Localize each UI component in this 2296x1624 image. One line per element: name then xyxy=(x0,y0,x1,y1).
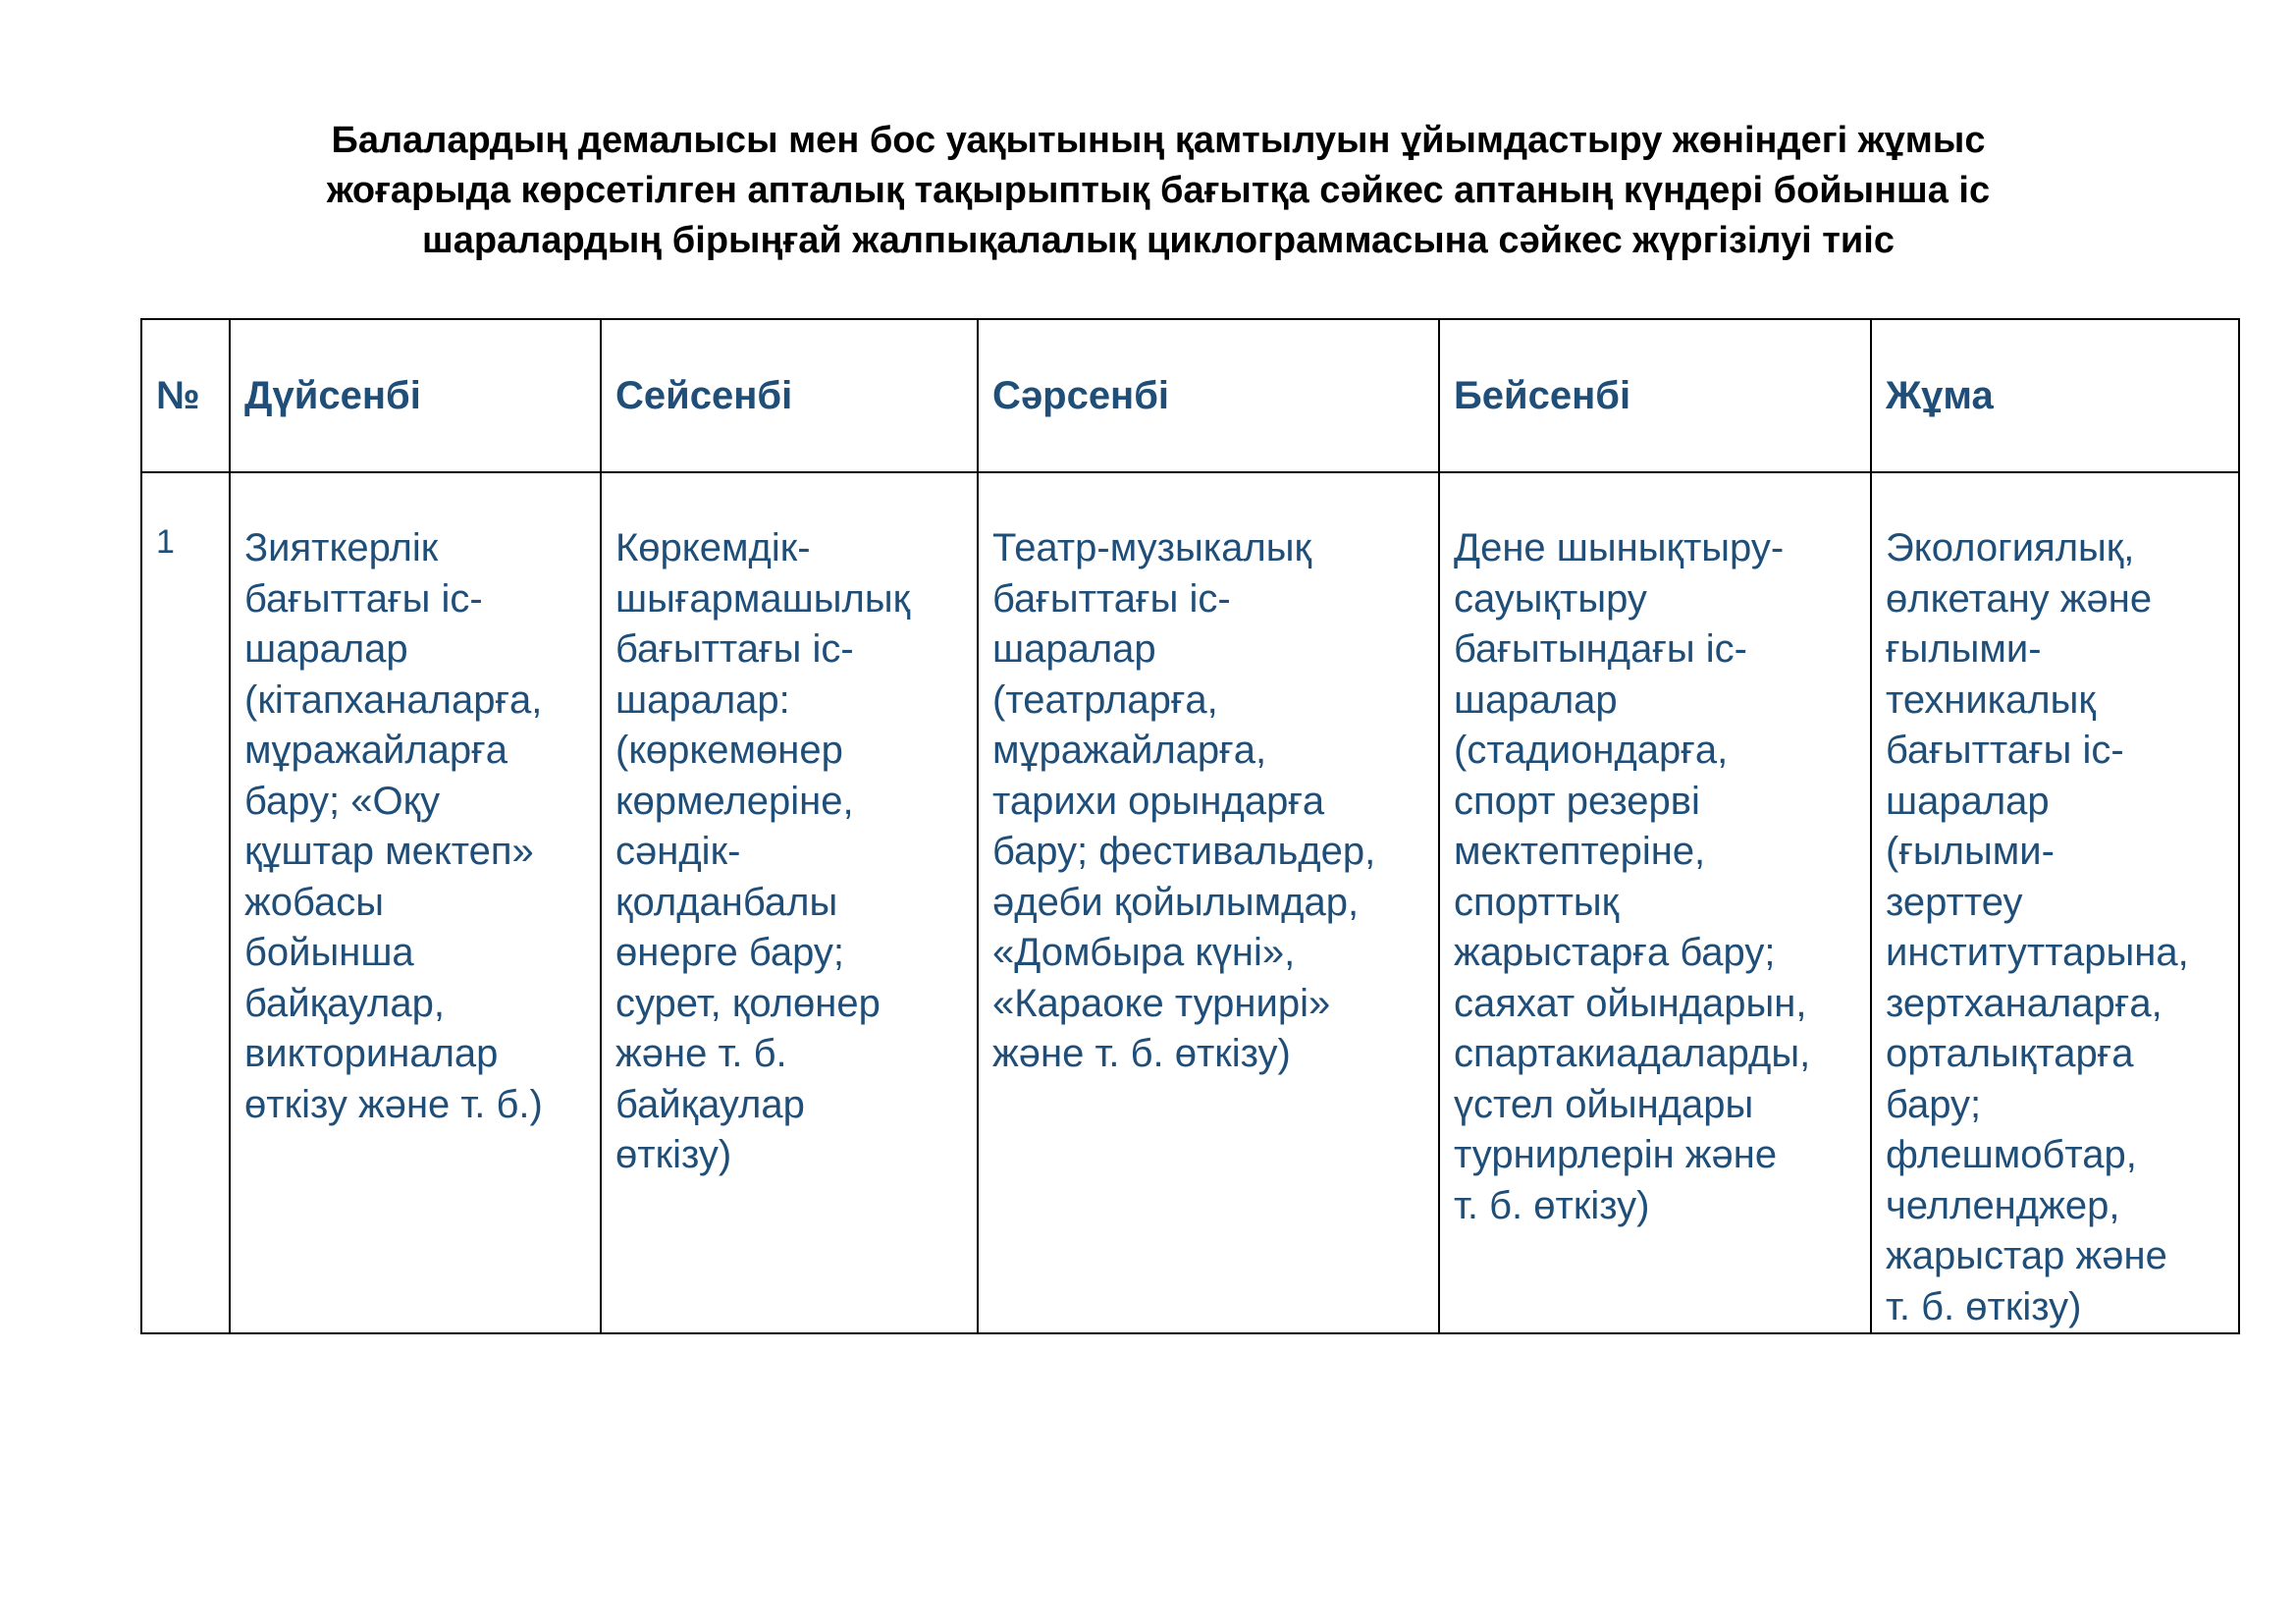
cell-line: бағыттағы іс- xyxy=(1886,729,2124,772)
cell-line: т. б. өткізу) xyxy=(1454,1183,1650,1227)
column-header-tuesday: Сейсенбі xyxy=(601,319,978,472)
cell-line: «Караоке турнирі» xyxy=(992,981,1331,1025)
cell-line: зертханаларға, xyxy=(1886,981,2163,1025)
cell-line: жарыстарға бару; xyxy=(1454,931,1776,974)
cell-line: мектептеріне, xyxy=(1454,830,1706,873)
cell-line: (ғылыми- xyxy=(1886,830,2055,873)
cell-line: (стадиондарға, xyxy=(1454,729,1729,772)
cell-line: спартакиадаларды, xyxy=(1454,1032,1811,1075)
column-header-wednesday: Сәрсенбі xyxy=(978,319,1439,472)
cell-line: мұражайларға xyxy=(244,729,508,772)
column-header-number: № xyxy=(141,319,230,472)
cell-line: үстел ойындары xyxy=(1454,1082,1754,1126)
title-line: жоғарыда көрсетілген апталық тақырыптық бағытқа сәйкес аптаның күндері бойынша іс xyxy=(326,170,1991,211)
cell-line: байқаулар xyxy=(615,1082,805,1126)
cell-line: және т. б. xyxy=(615,1032,787,1075)
cell-line: бойынша xyxy=(244,931,414,974)
cell-line: (театрларға, xyxy=(992,677,1218,722)
cell-line: Көркемдік- xyxy=(615,526,811,569)
cell-line: тарихи орындарға xyxy=(992,779,1325,823)
page-title xyxy=(137,116,2179,266)
cell-line: Зияткерлік xyxy=(244,526,439,569)
cell-line: техникалық xyxy=(1886,677,2096,722)
row-number: 1 xyxy=(141,472,230,1333)
cell-line: сурет, қолөнер xyxy=(615,981,881,1025)
table-header-row xyxy=(141,319,2239,472)
cell-line: өткізу) xyxy=(615,1133,732,1176)
cell-line: Театр-музыкалық xyxy=(992,526,1311,569)
cell-line: Дене шынықтыру- xyxy=(1454,526,1785,569)
cell-line: Экологиялық, xyxy=(1886,526,2135,569)
cell-line: шаралар xyxy=(1454,677,1618,722)
column-header-friday: Жұма xyxy=(1871,319,2239,472)
cell-line: спорт резерві xyxy=(1454,779,1700,823)
cell-line: зерттеу xyxy=(1886,880,2023,924)
cell-line: бағыттағы іс- xyxy=(615,627,854,671)
column-header-monday: Дүйсенбі xyxy=(230,319,601,472)
cell-line: (көркемөнер xyxy=(615,729,843,772)
title-line: Балалардың демалысы мен бос уақытының қамтылуын ұйымдастыру жөніндегі жұмыс xyxy=(331,120,1986,161)
cell-line: викториналар xyxy=(244,1032,499,1075)
cell-line: әдеби қойылымдар, xyxy=(992,880,1360,924)
cell-line: спорттық xyxy=(1454,880,1620,924)
cell-line: өткізу және т. б.) xyxy=(244,1082,543,1126)
cell-line: мұражайларға, xyxy=(992,729,1267,772)
cell-line: бағыттағы іс- xyxy=(992,576,1231,621)
cell-line: ғылыми- xyxy=(1886,627,2042,671)
cell-line: бағытындағы іс- xyxy=(1454,627,1747,671)
cell-line: турнирлерін және xyxy=(1454,1133,1778,1176)
cell-line: шаралар: xyxy=(615,677,790,722)
weekly-cyclogram-table xyxy=(140,318,2240,1334)
cell-line: сауықтыру xyxy=(1454,576,1647,621)
cell-line: көрмелеріне, xyxy=(615,779,854,823)
cell-line: қолданбалы xyxy=(615,880,838,924)
cell-line: және т. б. өткізу) xyxy=(992,1032,1291,1075)
cell-friday xyxy=(1871,472,2239,1333)
cell-line: шаралар xyxy=(1886,779,2050,823)
cell-line: орталықтарға xyxy=(1886,1032,2134,1075)
cell-line: бару; «Оқу xyxy=(244,779,441,823)
title-line: шаралардың бірыңғай жалпықалалық циклограммасына сәйкес жүргізілуі тиіс xyxy=(422,220,1895,261)
cell-line: шаралар xyxy=(992,627,1156,671)
cell-line: құштар мектеп» xyxy=(244,830,534,873)
cell-line: жобасы xyxy=(244,880,384,924)
cell-line: өнерге бару; xyxy=(615,931,845,974)
cell-line: шаралар xyxy=(244,627,408,671)
cell-line: бару; фестивальдер, xyxy=(992,830,1376,873)
cell-line: институттарына, xyxy=(1886,931,2189,974)
cell-tuesday xyxy=(601,472,978,1333)
cell-line: бағыттағы іс- xyxy=(244,576,483,621)
cell-line: шығармашылық xyxy=(615,576,911,621)
cell-line: бару; xyxy=(1886,1082,1982,1126)
cell-line: флешмобтар, xyxy=(1886,1133,2137,1176)
cell-line: «Домбыра күні», xyxy=(992,931,1296,974)
cell-line: т. б. өткізу) xyxy=(1886,1284,2082,1328)
column-header-thursday: Бейсенбі xyxy=(1439,319,1871,472)
cell-line: жарыстар және xyxy=(1886,1234,2167,1277)
cell-line: сәндік- xyxy=(615,830,741,873)
cell-thursday xyxy=(1439,472,1871,1333)
cell-line: өлкетану және xyxy=(1886,576,2153,621)
cell-line: байқаулар, xyxy=(244,981,445,1025)
cell-wednesday xyxy=(978,472,1439,1333)
cell-line: (кітапханаларға, xyxy=(244,677,543,722)
cell-line: саяхат ойындарын, xyxy=(1454,981,1807,1025)
table-row xyxy=(141,472,2239,1333)
cell-monday xyxy=(230,472,601,1333)
cell-line: челленджер, xyxy=(1886,1183,2120,1227)
